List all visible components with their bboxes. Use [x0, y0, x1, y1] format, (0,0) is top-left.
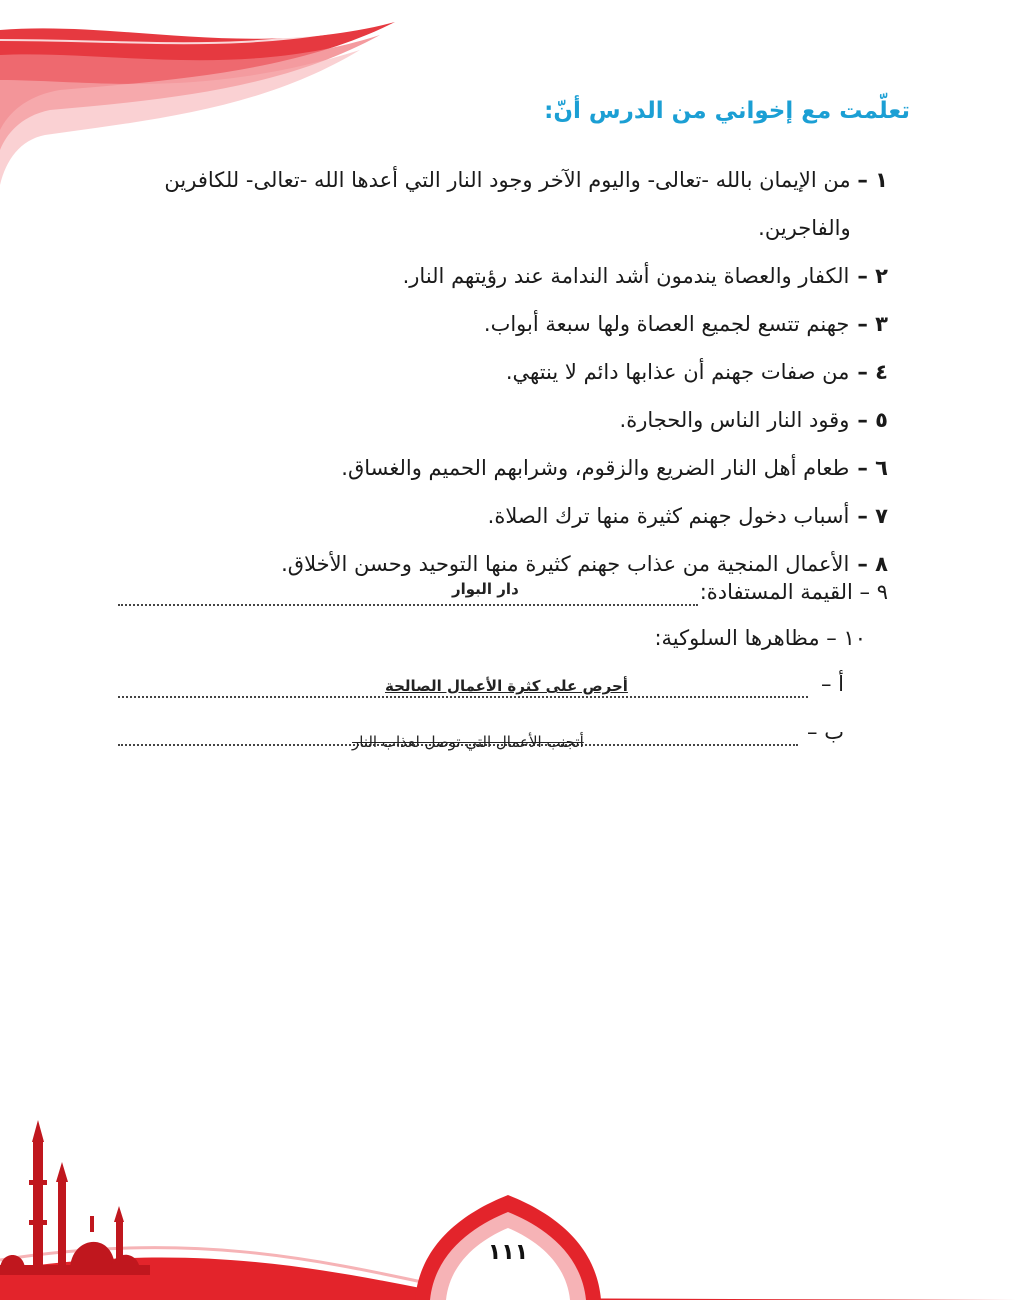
item-number: ٥ – — [857, 408, 888, 432]
item-text: أسباب دخول جهنم كثيرة منها ترك الصلاة. — [487, 504, 850, 528]
item-text: من صفات جهنم أن عذابها دائم لا ينتهي. — [505, 360, 850, 384]
list-item — [98, 348, 888, 396]
value-answer-text[interactable]: دار البوار — [452, 580, 519, 598]
learned-items-list — [98, 156, 888, 588]
item-number: ٦ – — [857, 456, 888, 480]
behavior-a-line — [118, 696, 808, 698]
item-text: من الإيمان بالله -تعالى- واليوم الآخر وجود النار التي أعدها الله -تعالى- للكافرين والفاجرين. — [164, 168, 851, 240]
list-item — [98, 444, 888, 492]
item-text: الأعمال المنجية من عذاب جهنم كثيرة منها التوحيد وحسن الأخلاق. — [281, 552, 850, 576]
list-item — [98, 156, 888, 252]
lesson-summary-heading: تعلّمت مع إخواني من الدرس أنّ: — [544, 98, 910, 124]
page-number: ١١١ — [487, 1240, 529, 1265]
item-text: وقود النار الناس والحجارة. — [619, 408, 850, 432]
behavior-a-answer[interactable]: أحرص على كثرة الأعمال الصالحة — [385, 677, 628, 695]
behavior-b-label: ب – — [807, 720, 844, 744]
list-item — [98, 396, 888, 444]
item-text: جهنم تتسع لجميع العصاة ولها سبعة أبواب. — [483, 312, 850, 336]
value-answer-line — [118, 604, 698, 606]
item-number: ١ – — [857, 168, 888, 192]
item-text: طعام أهل النار الضريع والزقوم، وشرابهم الحميم والغساق. — [341, 456, 850, 480]
item-number: ٤ – — [857, 360, 888, 384]
list-item — [98, 252, 888, 300]
item-text: الكفار والعصاة يندمون أشد الندامة عند رؤيتهم النار. — [402, 264, 850, 288]
behavior-b-answer[interactable]: أتجنب الأعمال التي توصل لعذاب النار — [352, 733, 584, 751]
item-number: ٨ – — [857, 552, 888, 576]
item-number: ٢ – — [857, 264, 888, 288]
mosque-footer-decoration — [0, 1120, 1016, 1300]
item-number: ٧ – — [857, 504, 888, 528]
list-item — [98, 300, 888, 348]
list-item — [98, 492, 888, 540]
item-number: ٣ – — [857, 312, 888, 336]
behavior-a-label: أ – — [820, 672, 844, 696]
value-learned-label: ٩ – القيمة المستفادة: — [699, 580, 888, 604]
behaviors-label: ١٠ – مظاهرها السلوكية: — [654, 626, 866, 650]
